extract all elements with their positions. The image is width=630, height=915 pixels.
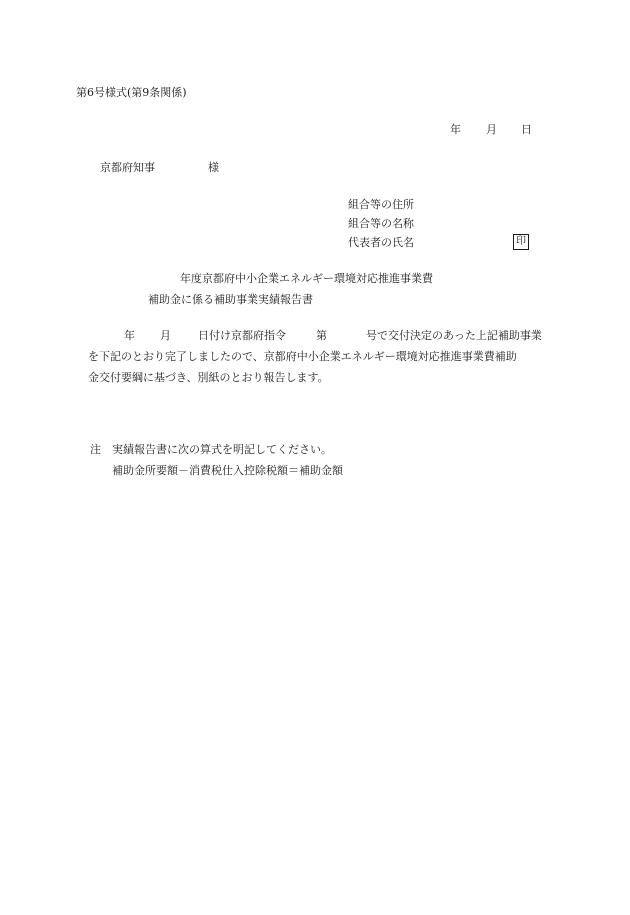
body-date-text: 日付け京都府指令 — [198, 329, 286, 342]
title-line-2: 補助金に係る補助事業実績報告書 — [148, 293, 313, 306]
body-dai-label: 第 — [316, 329, 327, 342]
applicant-address-label: 組合等の住所 — [348, 198, 414, 211]
date-year-label: 年 — [450, 123, 461, 136]
form-number: 第6号様式(第9条関係) — [76, 86, 187, 99]
body-line-3: 金交付要綱に基づき、別紙のとおり報告します。 — [88, 371, 329, 384]
body-line-2: を下記のとおり完了しましたので、京都府中小企業エネルギー環境対応推進事業費補助 — [88, 350, 517, 363]
body-year-label: 年 — [124, 329, 135, 342]
addressee-honorific: 様 — [208, 161, 219, 174]
date-month-label: 月 — [486, 123, 497, 136]
body-line-1-rest: 号で交付決定のあった上記補助事業 — [366, 329, 542, 342]
seal-mark: 印 — [513, 234, 529, 250]
title-line-1: 年度京都府中小企業エネルギー環境対応推進事業費 — [180, 272, 433, 285]
applicant-name-label: 組合等の名称 — [348, 217, 414, 230]
applicant-representative-label: 代表者の氏名 — [348, 236, 414, 249]
addressee-name: 京都府知事 — [100, 161, 155, 174]
body-month-label: 月 — [160, 329, 171, 342]
note-label: 注 — [90, 443, 101, 456]
note-formula: 補助金所要額－消費税仕入控除税額＝補助金額 — [112, 464, 343, 477]
date-day-label: 日 — [521, 123, 532, 136]
note-text: 実績報告書に次の算式を明記してください。 — [112, 443, 332, 456]
